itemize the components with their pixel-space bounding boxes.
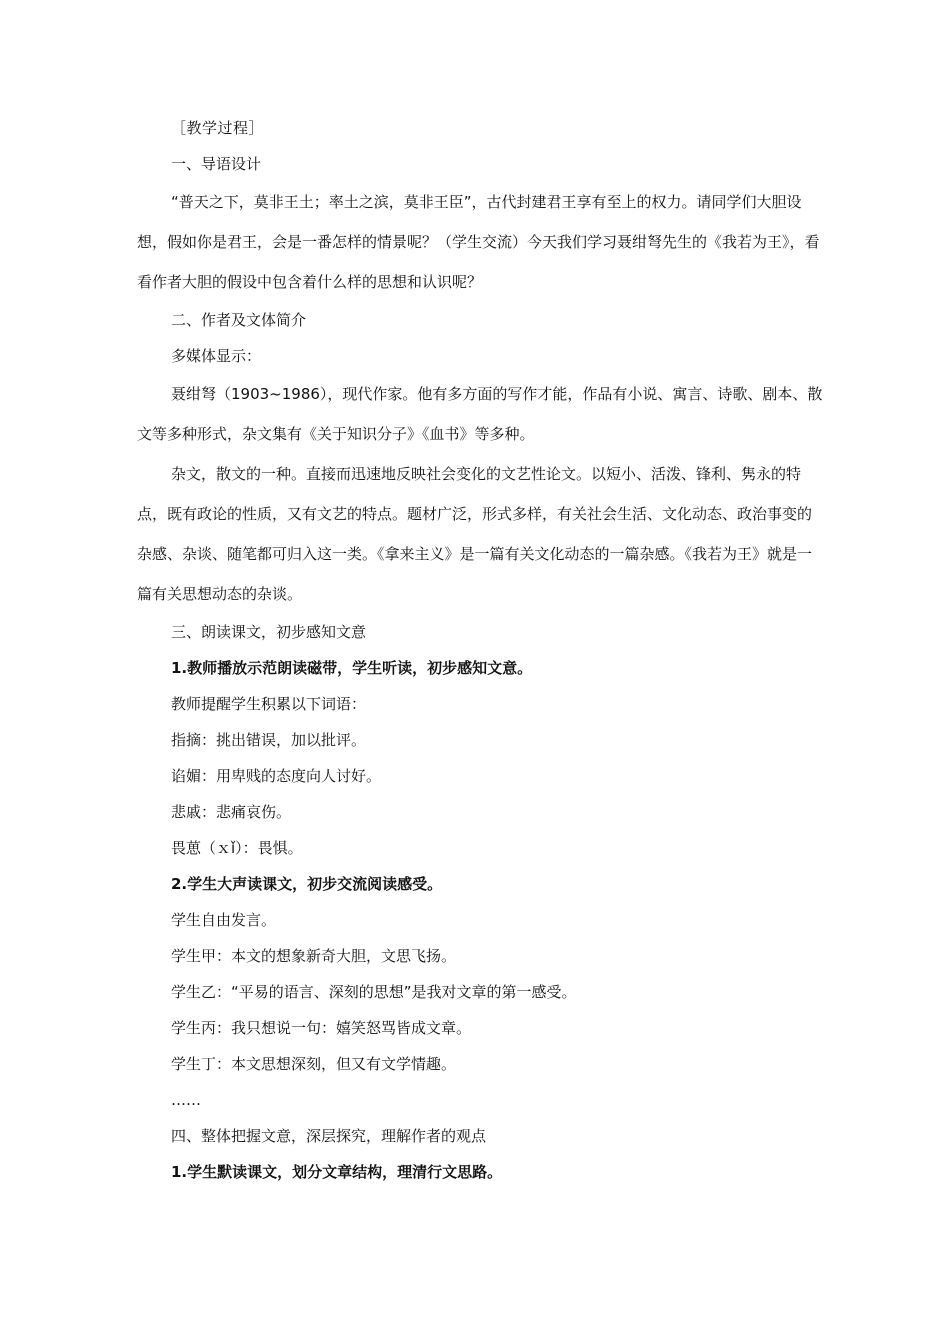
multimedia-label: 多媒体显示： xyxy=(171,347,262,365)
section-heading-1: 一、导语设计 xyxy=(171,155,262,173)
vocab-item: 谄媚：用卑贱的态度向人讨好。 xyxy=(171,767,382,785)
step-1: 1.教师播放示范朗读磁带，学生听读，初步感知文意。 xyxy=(171,659,533,677)
process-title: ［教学过程］ xyxy=(171,119,265,137)
genre-paragraph: 杂文，散文的一种。直接而迅速地反映社会变化的文艺性论文。以短小、活泼、锋利、隽永的特点，既有政论的性质，又有文艺的特点。题材广泛，形式多样，有关社会生活、文化动态、政治事变的杂感、杂谈、随笔都可归入这一类。《拿来主义》是一篇有关文化动态的一篇杂感。《我若为王》就是一篇有关思想动态的杂谈。 xyxy=(137,465,813,603)
student-comment: 学生甲：本文的想象新奇大胆，文思飞扬。 xyxy=(171,947,457,965)
ellipsis: …… xyxy=(171,1091,201,1109)
free-speech: 学生自由发言。 xyxy=(171,911,277,929)
vocab-item: 悲戚：悲痛哀伤。 xyxy=(171,803,292,821)
step-4-1: 1.学生默读课文，划分文章结构，理清行文思路。 xyxy=(171,1163,503,1181)
section-heading-2: 二、作者及文体简介 xyxy=(171,311,307,329)
student-comment: 学生丁：本文思想深刻，但又有文学情趣。 xyxy=(171,1055,457,1073)
section-heading-4: 四、整体把握文意，深层探究，理解作者的观点 xyxy=(171,1127,487,1145)
section-heading-3: 三、朗读课文，初步感知文意 xyxy=(171,623,367,641)
student-comment: 学生丙：我只想说一句：嬉笑怒骂皆成文章。 xyxy=(171,1019,472,1037)
vocab-item: 指摘：挑出错误，加以批评。 xyxy=(171,731,367,749)
author-paragraph: 聂绀弩（1903~1986），现代作家。他有多方面的写作才能，作品有小说、寓言、诗歌、剧本、散文等多种形式，杂文集有《关于知识分子》《血书》等多种。 xyxy=(137,385,823,443)
student-comment: 学生乙：“平易的语言、深刻的思想”是我对文章的第一感受。 xyxy=(171,983,577,1001)
vocab-item: 畏葸（ｘǐ）：畏惧。 xyxy=(171,839,303,857)
vocab-intro: 教师提醒学生积累以下词语： xyxy=(171,695,367,713)
intro-paragraph: “普天之下，莫非王土；率土之滨，莫非王臣”，古代封建君王享有至上的权力。请同学们大胆设想，假如你是君王，会是一番怎样的情景呢？（学生交流）今天我们学习聂绀弩先生的《我若为王》，看看作者大胆的假设中包含着什么样的思想和认识呢？ xyxy=(137,193,820,291)
step-2: 2.学生大声读课文，初步交流阅读感受。 xyxy=(171,875,443,893)
